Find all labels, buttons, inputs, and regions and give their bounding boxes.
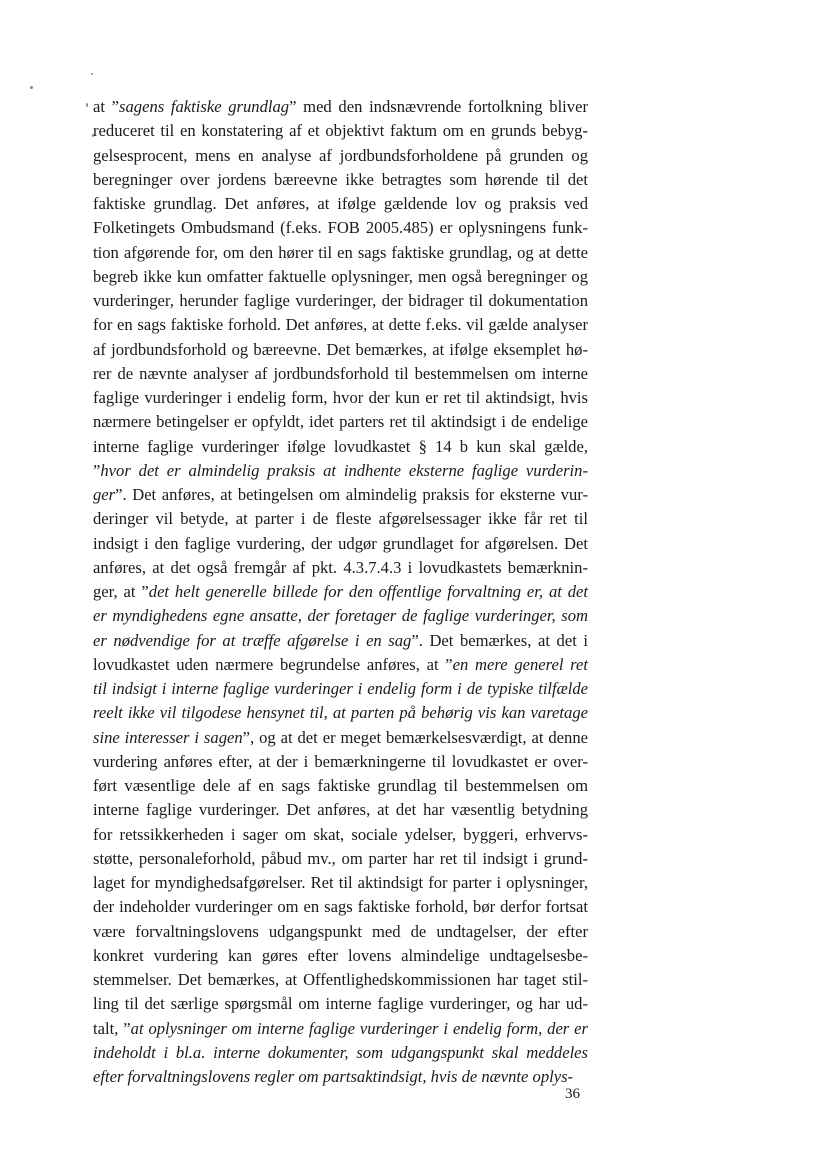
text-segment: gelsesprocent, mens en analyse af jordbundsforholdene på grunden og bbox=[93, 145, 588, 165]
text-line bbox=[93, 265, 588, 289]
text-line bbox=[93, 144, 588, 168]
text-line bbox=[93, 241, 588, 265]
quoted-italic-text: det helt generelle billede for den offentlige forvaltning er, at det bbox=[148, 582, 588, 601]
text-segment: rer de nævnte analyser af jordbundsforhold til bestemmelsen om interne bbox=[93, 363, 588, 383]
text-line bbox=[93, 847, 588, 871]
page-number: 36 bbox=[565, 1086, 580, 1102]
quoted-italic-text: ger bbox=[93, 485, 116, 504]
text-line bbox=[93, 944, 588, 968]
text-segment: der indeholder vurderinger om en sags faktiske forhold, bør derfor fortsat bbox=[93, 897, 588, 917]
text-line bbox=[93, 653, 588, 677]
quoted-italic-text: til indsigt i interne faglige vurderinger i endelig form i de typiske tilfælde bbox=[93, 679, 588, 698]
quoted-italic-text: reelt ikke vil tilgodese hensynet til, at parten på behørig vis kan varetage bbox=[93, 703, 588, 723]
quoted-italic-text: at oplysninger om interne faglige vurderinger i endelig form, der er bbox=[130, 1018, 589, 1038]
text-segment: lovudkastet uden nærmere begrundelse anføres, at ” bbox=[93, 654, 453, 674]
text-line bbox=[93, 386, 588, 410]
text-segment: støtte, personaleforhold, påbud mv., om parter har ret til indsigt i grund- bbox=[93, 848, 588, 868]
text-segment: Folketingets Ombudsmand (f.eks. FOB 2005.485) er oplysningens funk- bbox=[93, 218, 588, 238]
text-segment: laget for myndighedsafgørelser. Ret til aktindsigt for parter i oplysninger, bbox=[93, 873, 588, 892]
quoted-italic-text: sagens faktiske grundlag bbox=[119, 97, 290, 116]
text-line bbox=[93, 483, 588, 507]
text-segment: faktiske grundlag. Det anføres, at ifølge gældende lov og praksis ved bbox=[93, 194, 588, 213]
text-segment: talt, ” bbox=[93, 1018, 131, 1038]
text-segment: ”. Det bemærkes, at det i bbox=[411, 630, 588, 650]
text-segment: vurderinger, herunder faglige vurderinger, der bidrager til dokumentation bbox=[93, 291, 588, 310]
quoted-italic-text: er nødvendige for at træffe afgørelse i en sag bbox=[93, 630, 412, 650]
text-segment: ger, at ” bbox=[93, 582, 149, 601]
text-segment: faglige vurderinger i endelig form, hvor der kun er ret til aktindsigt, hvis bbox=[93, 388, 588, 407]
text-segment: ”. Det anføres, at betingelsen om almindelig praksis for eksterne vur- bbox=[115, 485, 588, 504]
text-line bbox=[93, 532, 588, 556]
text-line bbox=[93, 798, 588, 822]
text-line bbox=[93, 774, 588, 798]
text-segment: konkret vurdering kan gøres efter lovens almindelige undtagelsesbe- bbox=[93, 945, 588, 965]
quoted-italic-text: hvor det er almindelig praksis at indhente eksterne faglige vurderin- bbox=[100, 460, 588, 480]
text-line bbox=[93, 701, 588, 725]
text-segment: nærmere betingelser er opfyldt, idet parters ret til aktindsigt i de endelige bbox=[93, 412, 588, 432]
text-line bbox=[93, 677, 588, 701]
text-line bbox=[93, 362, 588, 386]
text-line bbox=[93, 192, 588, 216]
text-segment: vurdering anføres efter, at der i bemærkningerne til lovudkastet er over- bbox=[93, 751, 588, 771]
text-line bbox=[93, 410, 588, 434]
text-segment: ”, og at det er meget bemærkelsesværdigt, at denne bbox=[242, 727, 588, 747]
text-line bbox=[93, 726, 588, 750]
text-segment: at ” bbox=[93, 97, 120, 116]
text-line bbox=[93, 604, 588, 628]
text-line bbox=[93, 168, 588, 192]
text-line bbox=[93, 920, 588, 944]
text-segment: indsigt i den faglige vurdering, der udgør grundlaget for afgørelsen. Det bbox=[93, 533, 588, 553]
quoted-italic-text: indeholdt i bl.a. interne dokumenter, som udgangspunkt skal meddeles bbox=[93, 1042, 588, 1062]
text-segment: ling til det særlige spørgsmål om interne faglige vurderinger, og har ud- bbox=[93, 994, 588, 1014]
text-segment: begreb ikke kun omfatter faktuelle oplysninger, men også beregninger og bbox=[93, 266, 588, 286]
text-line bbox=[93, 95, 588, 119]
text-line bbox=[93, 556, 588, 580]
quoted-italic-text: efter forvaltningslovens regler om partsaktindsigt, hvis de nævnte oplys- bbox=[93, 1067, 574, 1086]
text-segment: for en sags faktiske forhold. Det anføres, at dette f.eks. vil gælde analyser bbox=[93, 315, 588, 335]
text-line bbox=[93, 871, 588, 895]
scan-speck bbox=[86, 103, 88, 107]
scan-speck bbox=[91, 73, 93, 75]
text-line bbox=[93, 968, 588, 992]
text-line bbox=[93, 895, 588, 919]
text-segment: ” bbox=[93, 460, 101, 480]
text-line bbox=[93, 313, 588, 337]
text-line bbox=[93, 823, 588, 847]
text-line bbox=[93, 435, 588, 459]
text-line bbox=[93, 338, 588, 362]
text-line bbox=[93, 216, 588, 240]
text-segment: reduceret til en konstatering af et objektivt faktum om en grunds bebyg- bbox=[93, 121, 588, 141]
text-line bbox=[93, 580, 588, 604]
text-segment: for retssikkerheden i sager om skat, sociale ydelser, byggeri, erhvervs- bbox=[93, 824, 588, 844]
text-line bbox=[93, 992, 588, 1016]
text-segment: være forvaltningslovens udgangspunkt med de undtagelser, der efter bbox=[93, 921, 588, 941]
text-segment: anføres, at det også fremgår af pkt. 4.3.7.4.3 i lovudkastets bemærknin- bbox=[93, 557, 588, 577]
text-segment: stemmelser. Det bemærkes, at Offentlighedskommissionen har taget stil- bbox=[93, 970, 588, 989]
text-segment: interne faglige vurderinger. Det anføres, at det har væsentlig betydning bbox=[93, 800, 588, 820]
text-line bbox=[93, 289, 588, 313]
text-segment: beregninger over jordens bæreevne ikke betragtes som hørende til det bbox=[93, 169, 588, 189]
quoted-italic-text: en mere generel ret bbox=[452, 654, 589, 674]
scan-speck bbox=[30, 86, 33, 89]
text-line bbox=[93, 459, 588, 483]
quoted-italic-text: sine interesser i sagen bbox=[93, 727, 243, 747]
text-segment: tion afgørende for, om den hører til en sags faktiske grundlag, og at dette bbox=[93, 242, 588, 262]
body-text bbox=[93, 95, 588, 1089]
text-line bbox=[93, 1065, 588, 1089]
text-line bbox=[93, 629, 588, 653]
text-line bbox=[93, 750, 588, 774]
text-segment: af jordbundsforhold og bæreevne. Det bemærkes, at ifølge eksemplet hø- bbox=[93, 339, 588, 359]
text-line bbox=[93, 1041, 588, 1065]
quoted-italic-text: er myndighedens egne ansatte, der foretager de faglige vurderinger, som bbox=[93, 606, 588, 626]
text-segment: ” med den indsnævrende fortolkning bliver bbox=[289, 97, 588, 116]
text-segment: ført væsentlige dele af en sags faktiske grundlag til bestemmelsen om bbox=[93, 776, 588, 795]
text-line bbox=[93, 1017, 588, 1041]
text-segment: deringer vil betyde, at parter i de fleste afgørelsessager ikke får ret til bbox=[93, 509, 588, 529]
text-segment: interne faglige vurderinger ifølge lovudkastet § 14 b kun skal gælde, bbox=[93, 436, 588, 456]
text-line bbox=[93, 507, 588, 531]
text-line bbox=[93, 119, 588, 143]
